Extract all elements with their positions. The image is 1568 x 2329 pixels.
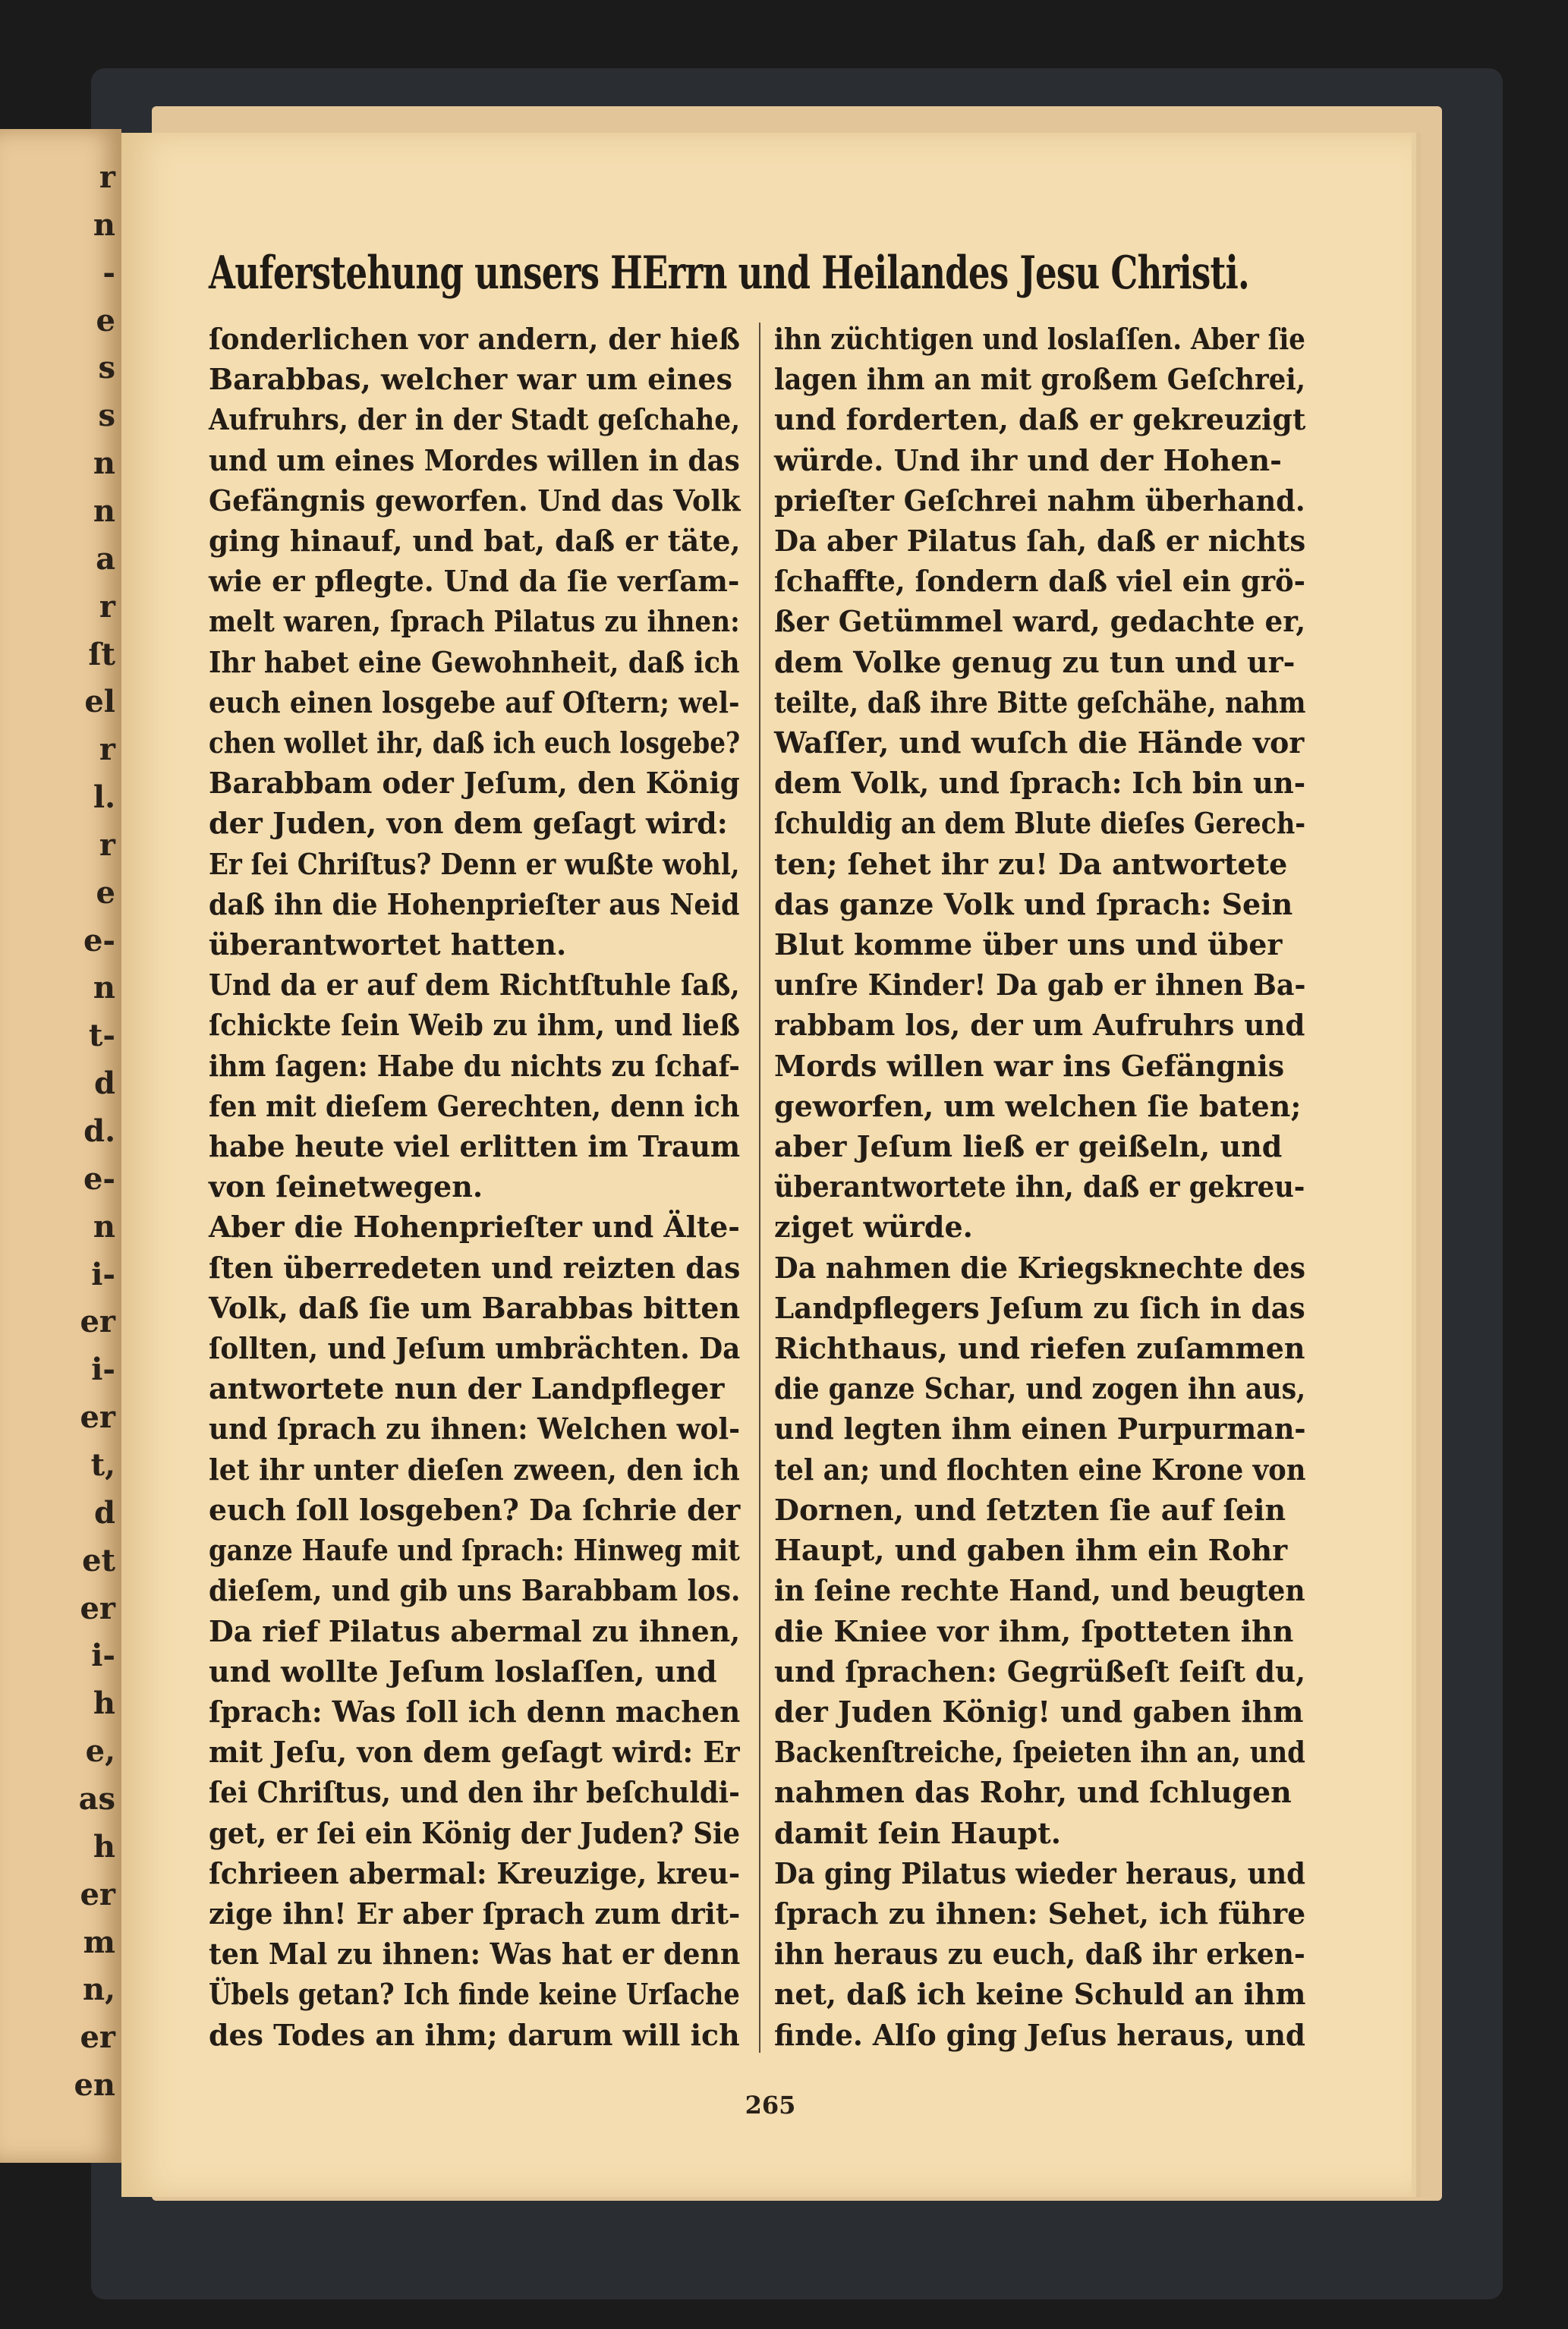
text-line: fen mit dieſem Gerechten, denn ich [209,1088,740,1123]
text-line: habe heute viel erlitten im Traum [209,1129,741,1164]
edge-glyph: m [83,1924,115,1960]
text-line: ſten überredeten und reizten das [209,1250,741,1285]
text-line: Richthaus, und riefen zuſammen [774,1331,1305,1366]
edge-glyph: n, [82,1972,115,2008]
text-line: Barabbas, welcher war um eines [209,362,732,397]
edge-glyph: n [93,970,115,1006]
text-line: ging hinauf, und bat, daß er täte, [209,524,741,559]
text-line: und ſprachen: Gegrüßeſt ſeiſt du, [774,1654,1306,1689]
text-line: Barabbam oder Jeſum, den König [209,766,740,801]
text-line: Ihr habet eine Gewohnheit, daß ich [209,644,740,679]
text-line: lagen ihm an mit großem Geſchrei, [774,362,1306,397]
text-column-right [774,319,1313,2087]
text-line: die Kniee vor ihm, ſpotteten ihn [774,1613,1294,1648]
edge-glyph: i- [91,1256,115,1292]
text-line: würde. Und ihr und der Hohen- [774,442,1282,477]
heading-title: Auferstehung unsers HErrn und Heilandes Jesu Christi. [209,247,1249,300]
edge-glyph: er [80,1399,115,1436]
edge-glyph: e [96,874,115,911]
text-line: Aufruhrs, der in der Stadt geſchahe, [209,402,741,437]
edge-glyph: el [84,684,115,720]
edge-glyph: h [93,1685,115,1722]
text-line: Er ſei Chriſtus? Denn er wußte wohl, [209,846,740,881]
text-line: ſchuldig an dem Blute dieſes Gerech- [774,806,1306,841]
edge-glyph: t, [90,1447,115,1483]
edge-glyph: e- [83,1160,115,1197]
text-line: ſchaffte, ſondern daß viel ein grö- [774,564,1305,599]
text-line: in ſeine rechte Hand, und beugten [774,1573,1305,1608]
paragraph [209,319,748,965]
page-heading [209,247,1340,300]
text-line: Aber die Hohenprieſter und Älte- [209,1210,740,1245]
text-line: Waſſer, und wuſch die Hände vor [774,725,1305,760]
text-line: Dornen, und ſetzten ſie auf ſein [774,1492,1286,1527]
text-line: daß ihn die Hohenprieſter aus Neid [209,886,740,921]
text-line: let ihr unter dieſen zween, den ich [209,1452,740,1487]
text-line: Landpflegers Jeſum zu ſich in das [774,1290,1305,1325]
edge-glyph: er [80,1304,115,1340]
edge-glyph: ſt [88,636,115,672]
edge-glyph: i- [91,1352,115,1388]
text-line: ßer Getümmel ward, gedachte er, [774,604,1306,639]
text-line: net, daß ich keine Schuld an ihm [774,1977,1306,2012]
text-line: Mords willen war ins Gefängnis [774,1048,1285,1083]
edge-glyph: t- [88,1018,115,1054]
edge-glyph: h [93,1828,115,1865]
text-line: und legten ihm einen Purpurman- [774,1412,1306,1446]
text-line: Haupt, und gaben ihm ein Rohr [774,1533,1288,1568]
text-line: Backenſtreiche, ſpeieten ihn an, und [774,1735,1305,1770]
text-line: ihn züchtigen und loslaſſen. Aber ſie [774,322,1305,356]
text-line: überantwortet hatten. [209,927,567,962]
edge-glyph: - [102,254,115,291]
text-line: Volk, daß ſie um Barabbas bitten [209,1290,740,1325]
edge-glyph: n [93,493,115,529]
text-line: des Todes an ihm; darum will ich [209,2017,740,2052]
text-line: der Juden König! und gaben ihm [774,1694,1304,1729]
text-line: mit Jeſu, von dem geſagt wird: Er [209,1735,740,1770]
text-line: Und da er auf dem Richtſtuhle ſaß, [209,968,740,1002]
text-line: dem Volke genug zu tun und ur- [774,644,1296,679]
text-line: ſollten, und Jeſum umbrächten. Da [209,1331,741,1366]
text-line: aber Jeſum ließ er geißeln, und [774,1129,1283,1164]
text-line: euch einen losgebe auf Oſtern; wel- [209,685,740,719]
edge-glyph: er [80,1876,115,1912]
text-line: tel an; und flochten eine Krone von [774,1452,1306,1487]
text-line: und forderten, daß er gekreuzigt [774,402,1306,437]
edge-glyph: et [82,1542,115,1578]
edge-glyph: n [93,1208,115,1245]
edge-glyph: s [98,350,115,386]
text-line: ganze Haufe und ſprach: Hinweg mit [209,1533,740,1568]
text-line: und um eines Mordes willen in das [209,442,740,477]
paragraph [209,965,748,1207]
edge-glyph: n [93,445,115,482]
text-line: dieſem, und gib uns Barabbam los. [209,1573,741,1608]
text-line: prieſter Geſchrei nahm überhand. [774,483,1305,518]
text-line: die ganze Schar, und zogen ihn aus, [774,1371,1306,1406]
paragraph [774,1853,1313,2055]
text-line: Da nahmen die Kriegsknechte des [774,1250,1306,1285]
edge-glyph: a [96,540,115,577]
text-line: ſprach: Was ſoll ich denn machen [209,1694,741,1729]
edge-glyph: e, [85,1733,115,1770]
text-line: dem Volk, und ſprach: Ich bin un- [774,766,1306,801]
edge-glyph: en [74,2067,115,2104]
text-line: das ganze Volk und ſprach: Sein [774,886,1293,921]
text-line: überantwortete ihn, daß er gekreu- [774,1169,1305,1204]
text-line: chen wollet ihr, daß ich euch losgebe? [209,725,741,760]
paragraph [774,319,1313,1248]
edge-glyph: r [99,588,115,625]
text-line: der Juden, von dem geſagt wird: [209,806,728,841]
edge-glyph: as [78,1780,115,1817]
edge-glyph: n [93,206,115,243]
paragraph [209,1207,748,2054]
text-line: ſchickte ſein Weib zu ihm, und ließ [209,1008,741,1043]
text-line: Blut komme über uns und über [774,927,1283,962]
text-line: ſei Chriſtus, und den ihr beſchuldi- [209,1775,740,1810]
text-line: Da rief Pilatus abermal zu ihnen, [209,1613,741,1648]
paragraph [774,1248,1313,1853]
facing-page-edge [0,129,121,2163]
text-line: ten Mal zu ihnen: Was hat er denn [209,1937,741,1972]
text-line: zige ihn! Er aber ſprach zum drit- [209,1896,741,1931]
text-line: ſprach zu ihnen: Sehet, ich führe [774,1896,1306,1931]
text-line: teilte, daß ihre Bitte geſchähe, nahm [774,685,1306,719]
text-line: Gefängnis geworfen. Und das Volk [209,483,741,518]
book-page [121,133,1412,2197]
edge-glyph: e- [83,922,115,958]
text-line: ziget würde. [774,1210,973,1245]
text-line: antwortete nun der Landpfleger [209,1371,725,1406]
edge-glyph: s [98,398,115,434]
text-line: und ſprach zu ihnen: Welchen wol- [209,1412,741,1446]
text-line: ihn heraus zu euch, daß ihr erken- [774,1937,1305,1972]
text-line: unſre Kinder! Da gab er ihnen Ba- [774,968,1306,1002]
text-line: damit ſein Haupt. [774,1815,1061,1850]
text-line: ſonderlichen vor andern, der hieß [209,322,741,356]
edge-glyph: er [80,1590,115,1626]
text-line: finde. Alſo ging Jeſus heraus, und [774,2017,1305,2052]
text-line: Übels getan? Ich finde keine Urſache [209,1977,740,2012]
text-line: get, er ſei ein König der Juden? Sie [209,1815,741,1850]
edge-glyph: r [99,732,115,768]
edge-glyph: l. [93,779,115,816]
edge-glyph: d [94,1065,115,1102]
text-line: Da aber Pilatus ſah, daß er nichts [774,524,1306,559]
text-line: von ſeinetwegen. [209,1169,483,1204]
edge-glyph: r [99,159,115,195]
edge-glyph: er [80,2019,115,2056]
text-line: geworfen, um welchen ſie baten; [774,1088,1302,1123]
text-line: Da ging Pilatus wieder heraus, und [774,1855,1305,1890]
edge-glyph: r [99,826,115,863]
text-line: melt waren, ſprach Pilatus zu ihnen: [209,604,740,639]
text-line: euch ſoll losgeben? Da ſchrie der [209,1492,741,1527]
edge-glyph: d. [83,1113,115,1150]
edge-glyph: d [94,1494,115,1531]
page-number: 265 [745,2091,796,2120]
edge-glyph: i- [91,1638,115,1674]
edge-glyph: e [96,302,115,338]
text-line: nahmen das Rohr, und ſchlugen [774,1775,1292,1810]
text-line: rabbam los, der um Aufruhrs und [774,1008,1305,1043]
text-line: ten; ſehet ihr zu! Da antwortete [774,846,1288,881]
column-divider [759,323,760,2053]
text-line: ihm ſagen: Habe du nichts zu ſchaf- [209,1048,740,1083]
text-line: und wollte Jeſum loslaſſen, und [209,1654,717,1689]
text-line: wie er pflegte. Und da ſie verſam- [209,564,740,599]
text-column-left [209,319,748,2087]
text-line: ſchrieen abermal: Kreuzige, kreu- [209,1855,741,1890]
